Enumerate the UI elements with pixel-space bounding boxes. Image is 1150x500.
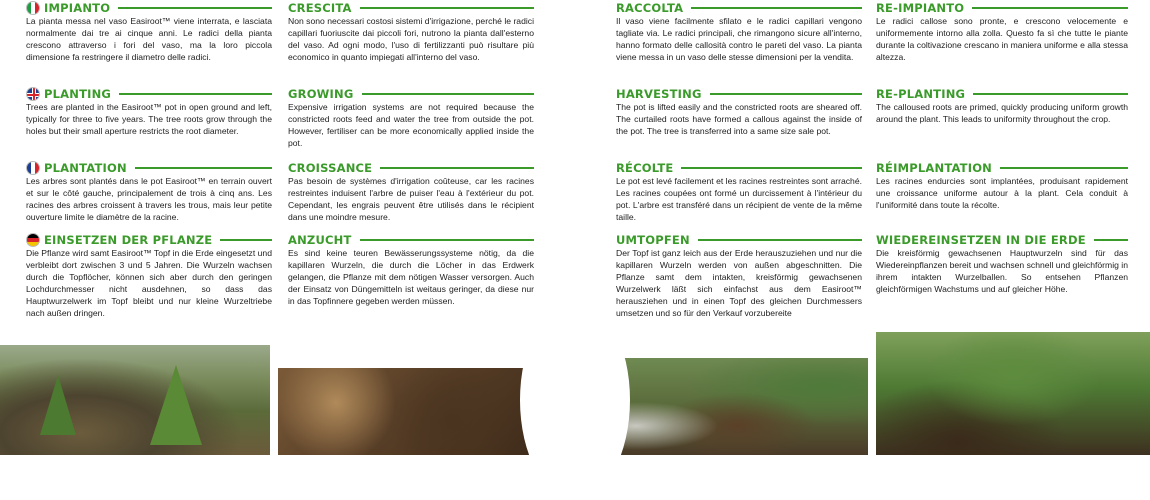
section-title: UMTOPFEN: [616, 233, 690, 247]
section-rule: [691, 7, 862, 9]
section-rule: [698, 239, 862, 241]
section-title: GROWING: [288, 87, 354, 101]
section-anzucht: [288, 232, 534, 308]
section-text: The pot is lifted easily and the constricted roots are sheared off. The curtailed roots have formed a callous against the inside of the pot. The tree is transferred into a same size sale pot.: [616, 102, 862, 136]
italian-flag-icon: [26, 1, 40, 15]
section-title: WIEDEREINSETZEN IN DIE ERDE: [876, 233, 1086, 247]
section-text: La pianta messa nel vaso Easiroot™ viene interrata, e lasciata normalmente dai tre ai cinque anni. Le radici della pianta crescono attraverso i fori del vaso, ma la loro piccola dimensione fa restringere il diametro delle radici.: [26, 16, 272, 62]
section-rule: [1094, 239, 1128, 241]
section-raccolta: [616, 0, 862, 64]
section-text: Les racines endurcies sont implantées, produisant rapidement une croissance uniforme autour à la plant. Cela conduit à l'uniformité dans toute la récolte.: [876, 176, 1128, 210]
section-title: HARVESTING: [616, 87, 702, 101]
section-text: Die Pflanze wird samt Easiroot™ Topf in die Erde eingesetzt und verbleibt dort zwischen 3 und 5 Jahren. Die Wurzeln wachsen durch die Topflöcher, können sich aber durch den geringen Lochdurchmesser nicht ausdehnen, so dass das Hauptwurzelwerk im Topf bleibt und nur kleine Wurzeltriebe nach außen dringen.: [26, 248, 272, 318]
section-crescita: [288, 0, 534, 64]
section-text: Le pot est levé facilement et les racines restreintes sont arraché. Les racines coupées ont formé un durcissement à l'intérieur du pot. L'arbre est transféré dans un récipient de vente de la même taille.: [616, 176, 862, 222]
section-rule: [119, 93, 272, 95]
section-text: Le radici callose sono pronte, e crescono velocemente e uniformemente intorno alla zolla. Questo fa sì che tutte le piante durante la coltivazione crescano in maniera uniforme e alla stessa altezza.: [876, 16, 1128, 62]
section-harvesting: [616, 86, 862, 138]
section-text: Non sono necessari costosi sistemi d'irrigazione, perché le radici capillari fuoriuscite dai piccoli fori, nutrono la pianta dall'esterno del vaso. Ad ogni modo, l'uso di fertilizzanti può risultare più economico in quanto impiegati all'interno del vaso.: [288, 16, 534, 62]
section-einsetzen: [26, 232, 272, 319]
section-rule: [710, 93, 862, 95]
section-rule: [360, 7, 534, 9]
section-recolte: [616, 160, 862, 224]
section-rule: [681, 167, 862, 169]
section-rule: [972, 7, 1128, 9]
section-text: Es sind keine teuren Bewässerungssysteme nötig, da die kapillaren Wurzeln, die durch die Löcher in das Erdwerk gelangen, die Pflanze mit dem nötigen Wasser versorgen. Auch der Einsatz von Düngemitteln ist weitaus geringer, da diese nur in das Topfinnere gegeben werden müssen.: [288, 248, 534, 306]
section-rule: [360, 239, 534, 241]
section-planting: [26, 86, 272, 138]
section-title: RE-IMPIANTO: [876, 1, 965, 15]
section-text: Il vaso viene facilmente sfilato e le radici capillari vengono tagliate via. Le radici principali, che rimangono sicure all'interno, hanno formato delle callosità contro le pareti del vaso. La pianta viene messa in un vaso delle stesse dimensioni per la vendita.: [616, 16, 862, 62]
section-text: Trees are planted in the Easiroot™ pot in open ground and left, typically for three to five years. The tree roots grow through the holes but their small aperture restricts the root diameter.: [26, 102, 272, 136]
section-title: IMPIANTO: [44, 1, 111, 15]
section-title: EINSETZEN DER PFLANZE: [44, 233, 213, 247]
uk-flag-icon: [26, 87, 40, 101]
section-title: CRESCITA: [288, 1, 352, 15]
section-growing: [288, 86, 534, 150]
section-text: Les arbres sont plantés dans le pot Easiroot™ en terrain ouvert et sur le côté gauche, principalement de trois à cinq ans. Les racines des arbres croissent à travers les trous, mais leur petite ouverture limite le diamètre de la racine.: [26, 176, 272, 222]
section-plantation: [26, 160, 272, 224]
section-rule: [135, 167, 272, 169]
section-croissance: [288, 160, 534, 224]
french-flag-icon: [26, 161, 40, 175]
section-title: PLANTING: [44, 87, 112, 101]
section-rule: [380, 167, 534, 169]
section-umtopfen: [616, 232, 862, 319]
section-rule: [1000, 167, 1128, 169]
section-title: ANZUCHT: [288, 233, 352, 247]
center-curve-decoration: [520, 300, 630, 500]
photo-young-conifers: [0, 345, 270, 455]
section-rule: [973, 93, 1128, 95]
photo-replanted-tree: [876, 332, 1150, 455]
section-text: Pas besoin de systèmes d'irrigation coûteuse, car les racines restreintes induisent l'arbre de puiser l'eau à l'extérieur du pot. Cependant, les engrais peuvent être utilisés dans le récipient dans une moindre mesure.: [288, 176, 534, 222]
section-wiedereinsetzen: [876, 232, 1128, 296]
section-rule: [118, 7, 272, 9]
section-re-planting: [876, 86, 1128, 126]
section-text: Der Topf ist ganz leich aus der Erde herauszuziehen und nur die kapillaren Wurzeln werden von außen abgeschnitten. Die Pflanze samt dem intakten, kreisförmig gewachsenen Wurzelwerk läßt sich einfachst aus dem Easiroot™ herausziehen und in einen Topf des gleichen Durchmessers umsetzen und so für den Verkauf vorzubereite: [616, 248, 862, 318]
german-flag-icon: [26, 233, 40, 247]
section-impianto: [26, 0, 272, 64]
section-text: The calloused roots are primed, quickly producing uniform growth around the plant. This leads to uniformity throughout the crop.: [876, 102, 1128, 124]
section-text: Die kreisförmig gewachsenen Hauptwurzeln sind für das Wiedereinpflanzen bereit und wachsen schnell und gleichförmig in ihrem intakten Wurzelballen. So entsehen Pflanzen gleichförmigen Wachstums und auf gleicher Höhe.: [876, 248, 1128, 294]
section-title: RÉIMPLANTATION: [876, 161, 992, 175]
section-title: PLANTATION: [44, 161, 127, 175]
section-title: RE-PLANTING: [876, 87, 966, 101]
section-title: RACCOLTA: [616, 1, 684, 15]
section-title: CROISSANCE: [288, 161, 373, 175]
section-reimplantation: [876, 160, 1128, 212]
section-rule: [362, 93, 535, 95]
section-text: Expensive irrigation systems are not required because the constricted roots feed and water the tree from outside the pot. However, fertiliser can be more economically applied inside the pot.: [288, 102, 534, 148]
section-title: RÉCOLTE: [616, 161, 674, 175]
section-rule: [220, 239, 272, 241]
section-re-impianto: [876, 0, 1128, 64]
